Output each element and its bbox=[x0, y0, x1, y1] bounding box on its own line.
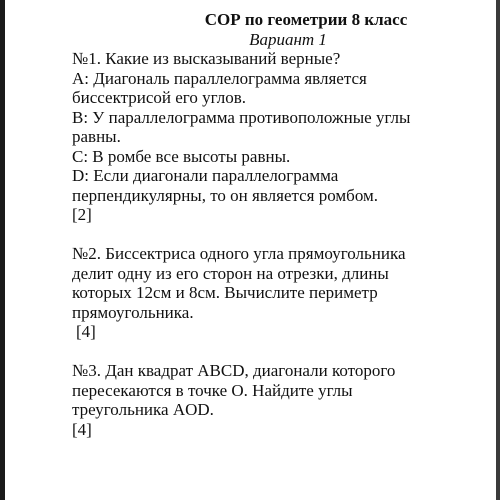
task-2 bbox=[72, 244, 482, 342]
task-1-option-c: C: В ромбе все высоты равны. bbox=[72, 146, 291, 166]
task-1-option-a-cont: биссектрисой его углов. bbox=[72, 88, 246, 107]
document-title: СОР по геометрии 8 класс bbox=[204, 10, 408, 29]
spacer bbox=[72, 342, 482, 362]
task-1 bbox=[72, 49, 482, 225]
task-2-points: [4] bbox=[76, 322, 96, 341]
variant-label: Вариант 1 bbox=[249, 29, 327, 49]
task-3-line-1: №3. Дан квадрат ABCD, диагонали которого bbox=[72, 361, 396, 380]
task-2-line-4: прямоугольника. bbox=[72, 302, 194, 322]
left-border bbox=[0, 0, 5, 500]
right-border bbox=[496, 0, 500, 500]
task-3-line-3: треугольника AOD. bbox=[72, 400, 214, 419]
task-1-question: №1. Какие из высказываний верные? bbox=[72, 49, 341, 68]
task-3-line-2: пересекаются в точке O. Найдите углы bbox=[72, 380, 353, 400]
spacer bbox=[72, 225, 482, 245]
task-1-option-d: D: Если диагонали параллелограмма bbox=[72, 166, 339, 185]
task-3 bbox=[72, 361, 482, 439]
task-1-option-b-cont: равны. bbox=[72, 127, 121, 146]
task-1-points: [2] bbox=[72, 205, 92, 224]
task-2-line-2: делит одну из его сторон на отрезки, длины bbox=[72, 263, 389, 283]
task-1-option-b: B: У параллелограмма противоположные углы bbox=[72, 107, 411, 127]
task-3-points: [4] bbox=[72, 419, 92, 439]
task-1-option-a: A: Диагональ параллелограмма является bbox=[72, 68, 367, 88]
task-2-line-3: которых 12см и 8см. Вычислите периметр bbox=[72, 283, 378, 302]
document-content bbox=[72, 10, 482, 439]
task-1-option-d-cont: перпендикулярны, то он является ромбом. bbox=[72, 185, 379, 205]
task-2-line-1: №2. Биссектриса одного угла прямоугольника bbox=[72, 244, 406, 263]
